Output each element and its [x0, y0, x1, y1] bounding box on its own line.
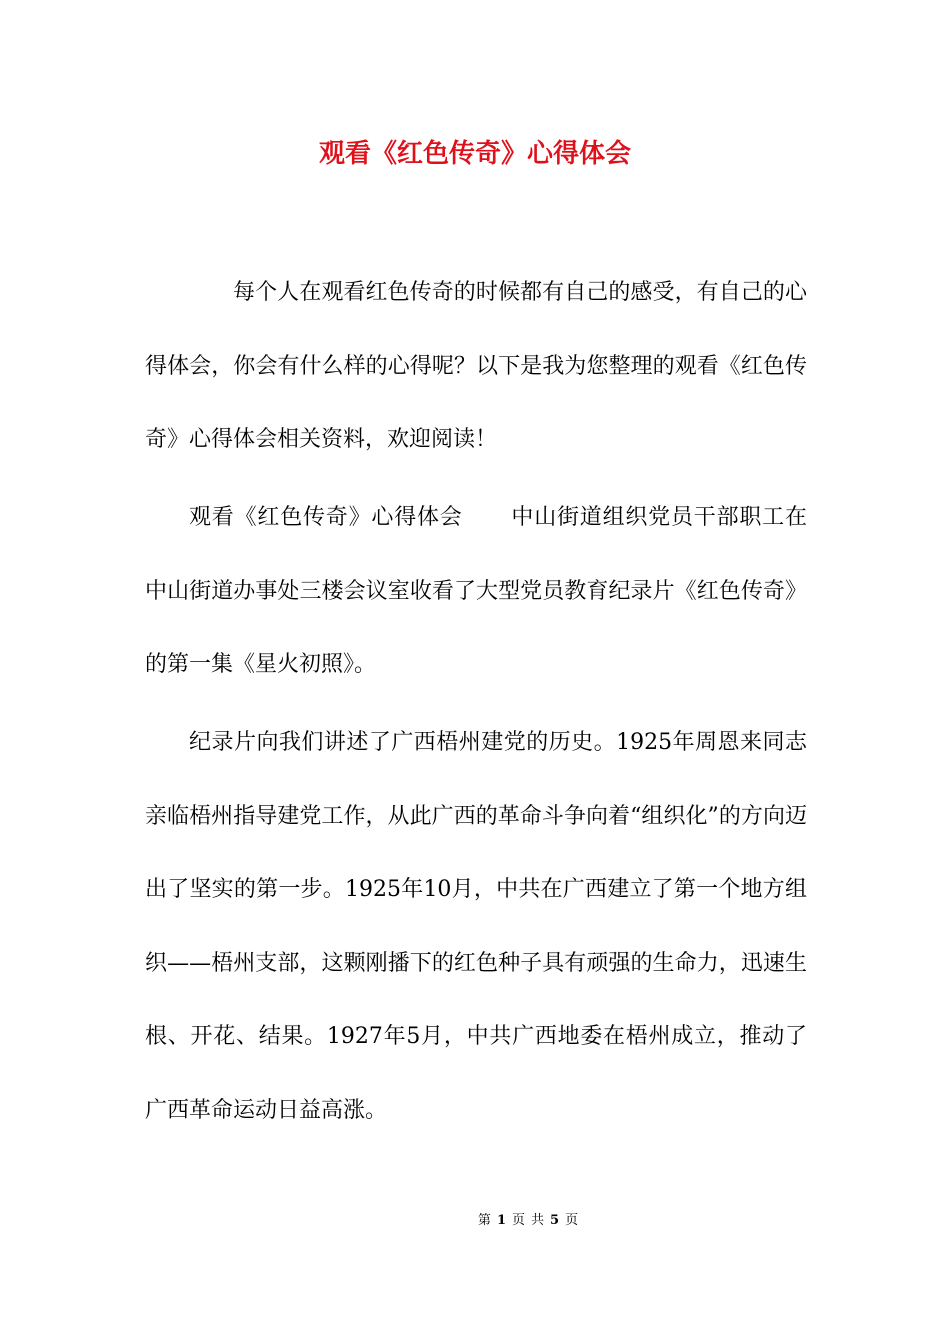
paragraph-event-heading: 观看《红色传奇》心得体会 — [189, 505, 463, 530]
paragraph-event — [145, 481, 807, 702]
footer-suffix: 页 — [565, 1213, 579, 1228]
paragraph-history: 纪录片向我们讲述了广西梧州建党的历史。1925年周恩来同志亲临梧州指导建党工作，从此广西的革命斗争向着“组织化”的方向迈出了坚实的第一步。1925年10月，中共在广西建立了第一个地方组织——梧州支部，这颗刚播下的红色种子具有顽强的生命力，迅速生根、开花、结果。1927年5月，中共广西地委在梧州成立，推动了广西革命运动日益高涨。 — [145, 730, 807, 1123]
page-footer — [0, 1209, 950, 1228]
footer-total-label: 共 — [531, 1213, 545, 1228]
paragraph-event-body: 中山街道组织党员干部职工在中山街道办事处三楼会议室收看了大型党员教育纪录片《红色传奇》的第一集《星火初照》。 — [145, 505, 807, 677]
footer-page-unit: 页 — [511, 1213, 525, 1228]
document-title: 观看《红色传奇》心得体会 — [318, 139, 631, 169]
footer-current-page: 1 — [496, 1213, 506, 1228]
footer-total-pages: 5 — [550, 1213, 560, 1228]
footer-prefix: 第 — [477, 1213, 491, 1228]
paragraph-intro: 每个人在观看红色传奇的时候都有自己的感受，有自己的心得体会，你会有什么样的心得呢？以下是我为您整理的观看《红色传奇》心得体会相关资料，欢迎阅读！ — [145, 280, 807, 452]
